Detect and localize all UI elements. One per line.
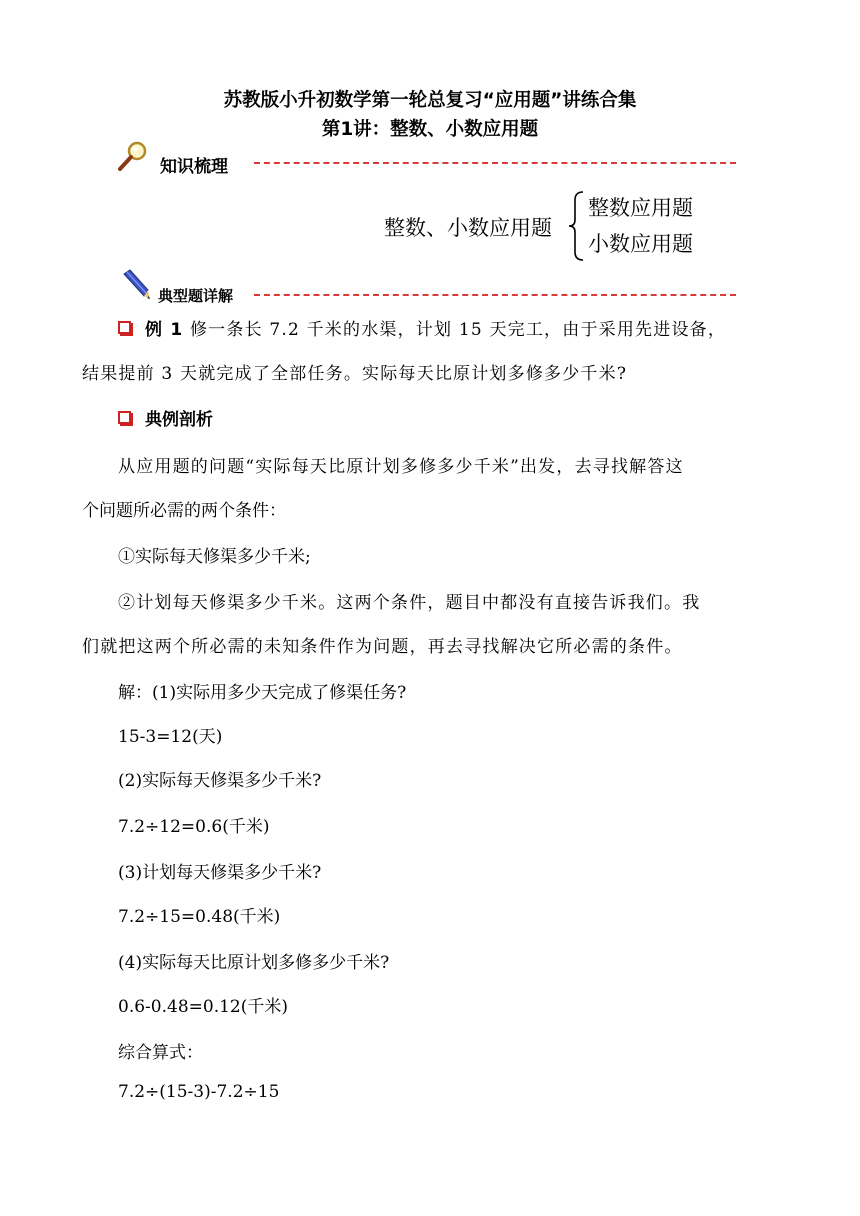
analysis-line: ①实际每天修渠多少千米; (118, 547, 311, 567)
solution-step: 0.6-0.48=0.12(千米) (118, 997, 288, 1017)
diagram-branch-decimal: 小数应用题 (588, 232, 693, 256)
section-examples-header (116, 278, 736, 308)
analysis-line: 个问题所必需的两个条件： (82, 501, 286, 521)
document-title: 苏教版小升初数学第一轮总复习“应用题”讲练合集 (223, 90, 637, 111)
solution-step: 解：(1)实际用多少天完成了修渠任务? (118, 683, 407, 703)
red-square-bullet-icon (118, 411, 131, 424)
section-examples-label: 典型题详解 (158, 287, 234, 305)
solution-step: 7.2÷15=0.48(千米) (118, 907, 281, 927)
diagram-branch-integer: 整数应用题 (588, 196, 693, 220)
solution-step: (3)计划每天修渠多少千米? (118, 863, 322, 883)
section-divider (254, 162, 736, 164)
solution-step: 7.2÷(15-3)-7.2÷15 (118, 1082, 280, 1102)
solution-step: (2)实际每天修渠多少千米? (118, 771, 322, 791)
section-divider (254, 294, 736, 296)
analysis-heading-row (118, 405, 213, 430)
analysis-line: ②计划每天修渠多少千米。这两个条件，题目中都没有直接告诉我们。我 (118, 593, 701, 613)
pencil-icon (118, 268, 152, 306)
red-square-bullet-icon (118, 321, 131, 334)
solution-step: 7.2÷12=0.6(千米) (118, 817, 270, 837)
example-text-line1: 修一条长 7.2 千米的水渠，计划 15 天完工，由于采用先进设备， (189, 320, 727, 340)
example-text-line2: 结果提前 3 天就完成了全部任务。实际每天比原计划多修多少千米? (82, 364, 628, 384)
diagram-main-label: 整数、小数应用题 (384, 216, 552, 240)
lesson-subtitle: 第1讲：整数、小数应用题 (321, 119, 539, 140)
solution-step: 综合算式： (118, 1043, 203, 1063)
brace-icon (567, 190, 585, 266)
example-1-line1 (118, 315, 726, 340)
solution-step: (4)实际每天比原计划多修多少千米? (118, 953, 390, 973)
section-knowledge-label: 知识梳理 (160, 157, 228, 177)
knowledge-diagram (384, 186, 693, 264)
section-knowledge-header (116, 146, 736, 176)
example-label: 例 1 (145, 320, 184, 340)
solution-step: 15-3=12(天) (118, 727, 223, 747)
analysis-line: 们就把这两个所必需的未知条件作为问题，再去寻找解决它所必需的条件。 (82, 637, 683, 657)
magnifier-icon (116, 140, 150, 178)
analysis-line: 从应用题的问题“实际每天比原计划多修多少千米”出发，去寻找解答这 (118, 457, 684, 477)
analysis-heading: 典例剖析 (145, 410, 213, 430)
